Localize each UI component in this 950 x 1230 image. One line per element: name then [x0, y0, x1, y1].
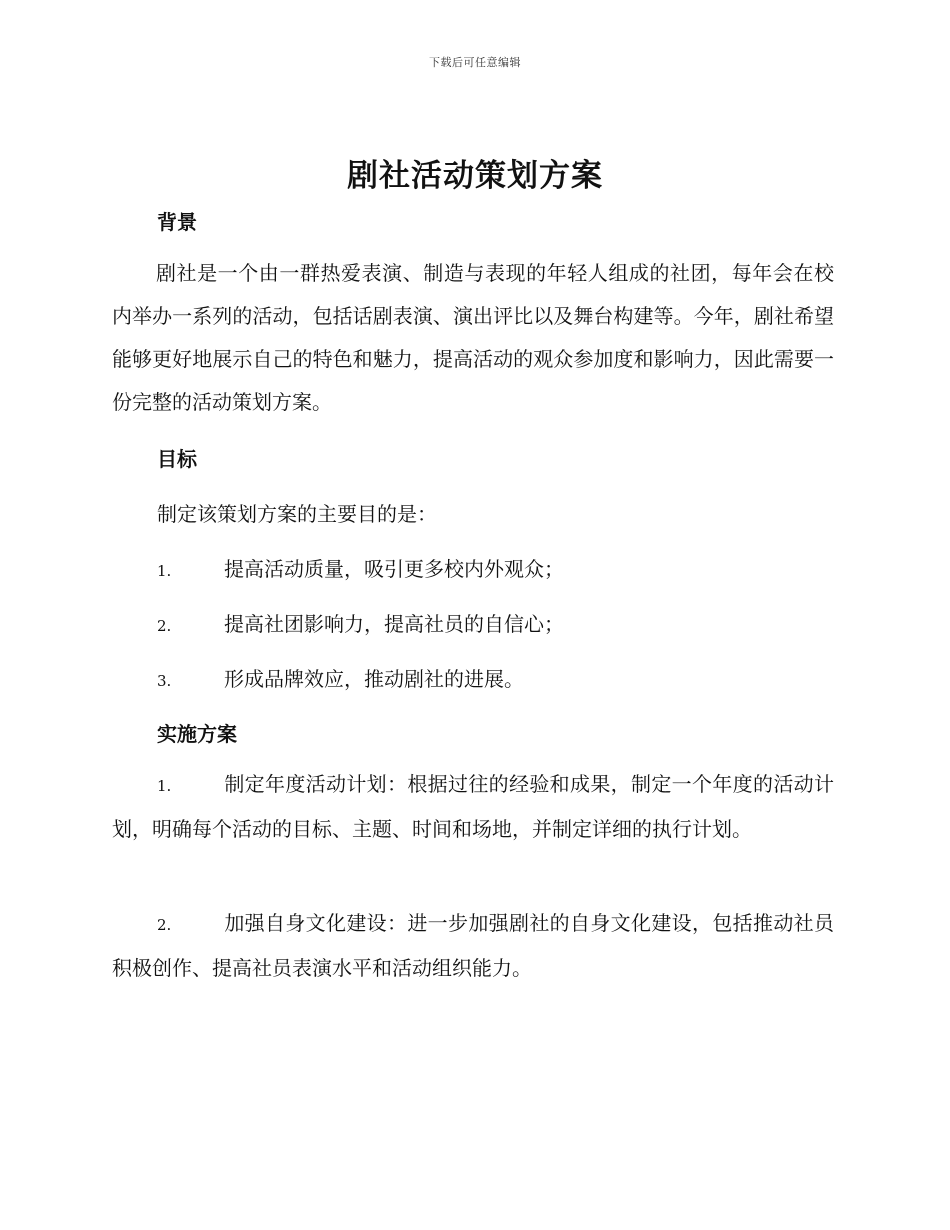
plan-item-1	[112, 763, 834, 851]
background-paragraph: 剧社是一个由一群热爱表演、制造与表现的年轻人组成的社团，每年会在校内举办一系列的活动，包括话剧表演、演出评比以及舞台构建等。今年，剧社希望能够更好地展示自己的特色和魅力，提高活动的观众参加度和影响力，因此需要一份完整的活动策划方案。	[112, 261, 834, 414]
goal-item-number: 3.	[157, 672, 172, 690]
plan-item-number: 1.	[157, 777, 172, 795]
section-heading-background: 背景	[157, 210, 197, 234]
goal-item-number: 1.	[157, 562, 172, 580]
goal-item-2	[157, 608, 564, 637]
section-heading-goals: 目标	[157, 447, 197, 471]
goal-item-number: 2.	[157, 617, 172, 635]
goal-item-text: 提高社团影响力，提高社员的自信心；	[224, 612, 564, 636]
plan-item-text: 加强自身文化建设：进一步加强剧社的自身文化建设，包括推动社员积极创作、提高社员表演水平和活动组织能力。	[112, 911, 834, 980]
plan-item-2	[112, 902, 834, 990]
goal-item-text: 提高活动质量，吸引更多校内外观众；	[224, 557, 564, 581]
goals-intro: 制定该策划方案的主要目的是：	[157, 502, 437, 526]
header-note: 下载后可任意编辑	[429, 56, 521, 69]
goal-item-text: 形成品牌效应，推动剧社的进展。	[224, 667, 524, 691]
plan-item-number: 2.	[157, 916, 172, 934]
goal-item-3	[157, 663, 524, 692]
section-heading-plan: 实施方案	[157, 722, 237, 746]
document-title: 剧社活动策划方案	[347, 158, 603, 194]
goal-item-1	[157, 553, 564, 582]
plan-item-text: 制定年度活动计划：根据过往的经验和成果，制定一个年度的活动计划，明确每个活动的目标、主题、时间和场地，并制定详细的执行计划。	[112, 772, 834, 841]
